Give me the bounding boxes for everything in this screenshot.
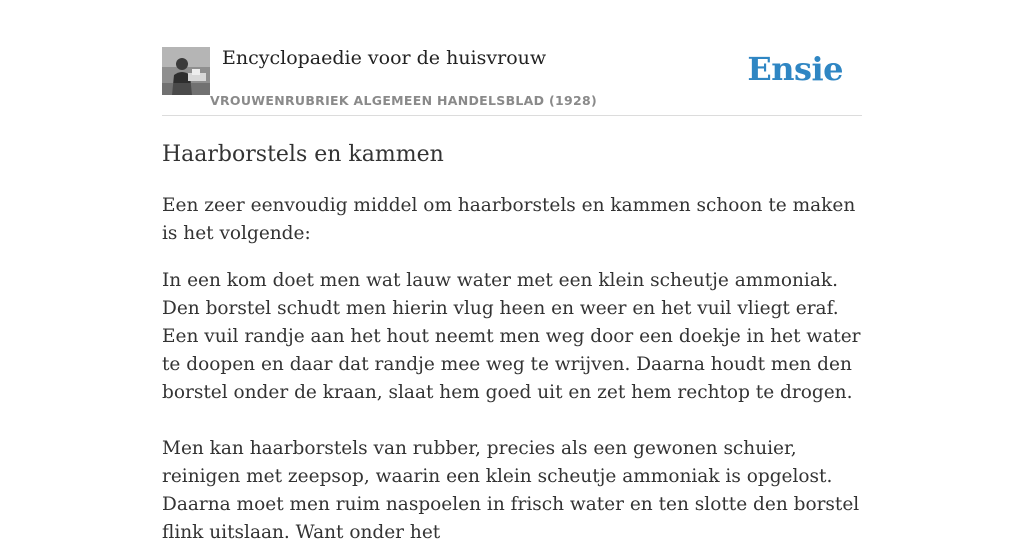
- site-title[interactable]: Encyclopaedie voor de huisvrouw: [222, 47, 547, 69]
- page-container: [162, 0, 862, 543]
- avatar-photo-icon[interactable]: [162, 47, 210, 95]
- article-title: Haarborstels en kammen: [162, 142, 444, 167]
- site-subtitle[interactable]: VROUWENRUBRIEK ALGEMEEN HANDELSBLAD (1928): [210, 93, 597, 108]
- site-header: [162, 0, 862, 116]
- article-paragraph: Men kan haarborstels van rubber, precies als een gewonen schuier, reinigen met zeepsop, waarin een klein scheutje ammoniak is opgelost. Daarna moet men ruim naspoelen in frisch water en ten slotte den borstel flink uitslaan. Want onder het: [162, 438, 860, 543]
- article-paragraph: In een kom doet men wat lauw water met een klein scheutje ammoniak. Den borstel schudt men hierin vlug heen en weer en het vuil vliegt eraf. Een vuil randje aan het hout neemt men weg door een doekje in het water te doopen en daar dat randje mee weg te wrijven. Daarna houdt men den borstel onder de kraan, slaat hem goed uit en zet hem rechtop te drogen.: [162, 270, 861, 403]
- article-paragraph: Een zeer eenvoudig middel om haarborstels en kammen schoon te maken is het volgende:: [162, 195, 856, 244]
- ensie-logo[interactable]: Ensie: [747, 50, 843, 88]
